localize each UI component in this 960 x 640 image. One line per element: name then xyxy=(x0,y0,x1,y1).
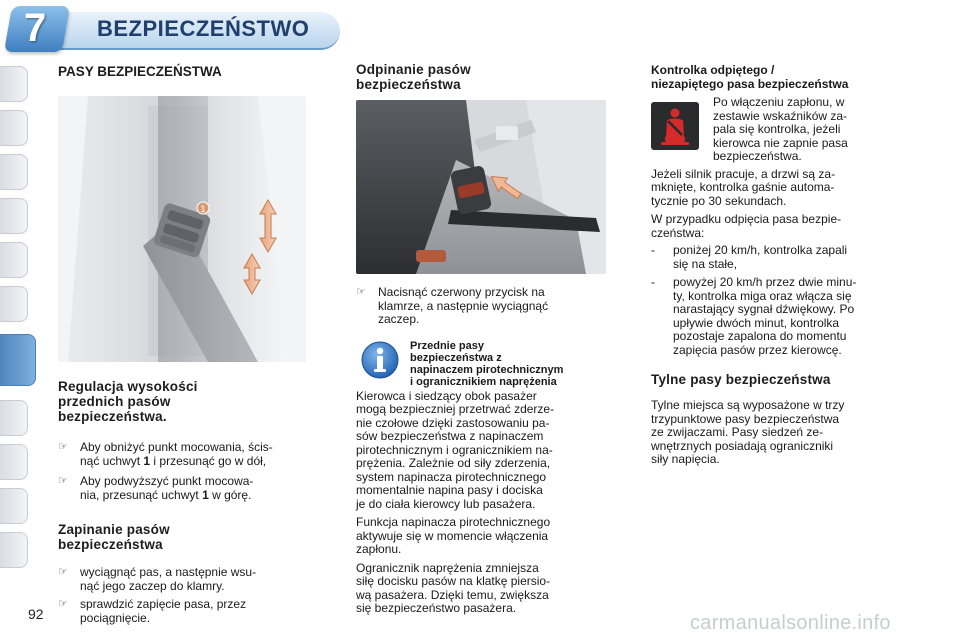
paragraph-line: W przypadku odpięcia pasa bezpie- xyxy=(651,212,842,226)
bullet-text: zaczep. xyxy=(378,312,420,326)
paragraph-line: zapłonu. xyxy=(356,542,402,556)
column-middle xyxy=(356,60,606,92)
hand-pointer-icon: ☞ xyxy=(58,566,68,578)
paragraph-line: pirotechnicznym i ogranicznikiem na- xyxy=(356,442,553,457)
pretensioner-paragraph xyxy=(356,390,606,512)
info-title xyxy=(410,340,563,388)
paragraph-line: się bezpieczeństwo pasażera. xyxy=(356,601,517,615)
zapinanie-title xyxy=(58,522,312,552)
seatbelt-buckle-illustration xyxy=(356,100,606,274)
paragraph-line: mogą bezpieczniej przetrwać zderze- xyxy=(356,402,555,416)
paragraph-line: się na stałe, xyxy=(673,256,738,271)
list-item xyxy=(58,475,312,502)
paragraph-line: tycznie po 30 sekundach. xyxy=(651,193,787,208)
seatbelt-adjuster-photo xyxy=(58,96,306,362)
handle-ref-number: 1 xyxy=(143,453,151,468)
odpinanie-title xyxy=(356,62,606,92)
section-heading-pasy: PASY BEZPIECZEŃSTWA xyxy=(58,64,222,79)
column-middle-lower xyxy=(356,286,606,616)
chapter-tab[interactable] xyxy=(0,66,28,102)
adjuster-callout-1: 1 xyxy=(200,204,206,214)
bullet-text: klamrze, a następnie wyciągnąć xyxy=(378,298,549,313)
chapter-tab[interactable] xyxy=(0,532,28,568)
bullet-text: wyciągnąć pas, a następnie wsu- xyxy=(80,565,257,579)
seatbelt-warning-icon xyxy=(651,102,699,150)
paragraph-line: nie czołowe dzięki zastosowaniu pa- xyxy=(356,415,550,430)
paragraph-line: je do ciała kierowcy lub pasażera. xyxy=(356,496,536,511)
column-left xyxy=(58,60,312,79)
hand-pointer-icon: ☞ xyxy=(58,598,68,610)
chapter-tab-strip xyxy=(0,0,30,640)
chapter-tab[interactable] xyxy=(0,286,28,322)
hand-pointer-icon: ☞ xyxy=(58,475,68,487)
paragraph-line: wą pasażera. Dzięki temu, zwiększa xyxy=(356,587,549,602)
rear-belts-paragraph xyxy=(651,399,905,467)
chapter-tab[interactable] xyxy=(0,198,28,234)
paragraph-line: system napinacza pirotechnicznego xyxy=(356,469,547,484)
paragraph-line: Kierowca i siedzący obok pasażer xyxy=(356,388,537,403)
paragraph-line: Jeżeli silnik pracuje, a drzwi są za- xyxy=(651,166,836,181)
info-title-line3: napinaczem pirotechnicznym xyxy=(410,363,564,376)
paragraph-line: momentalnie napina pasy i dociska xyxy=(356,483,543,497)
paragraph-line: pala się kontrolka, jeżeli xyxy=(713,122,841,136)
chapter-tab[interactable] xyxy=(0,154,28,190)
page-header xyxy=(0,0,960,56)
paragraph-line: ty, kontrolka miga oraz włącza się xyxy=(673,288,852,303)
paragraph-line: wnętrznych posiadają ograniczniki xyxy=(651,438,834,453)
paragraph-line: Ogranicznik naprężenia zmniejsza xyxy=(356,560,539,575)
paragraph-line: zestawie wskaźników za- xyxy=(713,108,848,123)
chapter-tab[interactable] xyxy=(0,444,28,480)
chapter-tab[interactable] xyxy=(0,488,28,524)
paragraph-line: upływie dwóch minut, kontrolka xyxy=(673,315,840,330)
watermark: carmanualsonline.info xyxy=(690,612,891,634)
zapinanie-title-line1: Zapinanie pasów xyxy=(58,522,170,537)
paragraph-line: zapięcia pasów przez kierowcę. xyxy=(673,342,842,357)
paragraph-line: poniżej 20 km/h, kontrolka zapali xyxy=(673,243,848,257)
page-number: 92 xyxy=(28,606,44,622)
bullet-text: Nacisnąć czerwony przycisk na xyxy=(378,285,545,299)
paragraph-line: mknięte, kontrolka gaśnie automa- xyxy=(651,180,835,194)
bullet-text: i przesunąć go w dół, xyxy=(150,453,267,468)
list-item xyxy=(651,244,905,271)
paragraph-line: aktywuje się w momencie włączenia xyxy=(356,528,549,543)
odpinanie-title-line1: Odpinanie pasów xyxy=(356,62,471,77)
info-title-line1: Przednie pasy xyxy=(410,339,484,352)
paragraph-line: siły napięcia. xyxy=(651,452,720,466)
paragraph-line: prężenia. Zależnie od siły zderzenia, xyxy=(356,456,551,470)
paragraph-line: sów bezpieczeństwa z napinaczem xyxy=(356,429,544,443)
warning-light-title-line1: Kontrolka odpiętego / xyxy=(651,63,775,77)
regulacja-title-line1: Regulacja wysokości xyxy=(58,379,198,394)
warning-light-intro xyxy=(651,96,905,164)
hand-pointer-icon: ☞ xyxy=(356,286,366,298)
bullet-text: nia, przesunąć uchwyt xyxy=(80,487,203,502)
dash-bullet: - xyxy=(651,243,655,257)
bullet-text: w górę. xyxy=(208,487,252,502)
paragraph-line: bezpieczeństwa. xyxy=(713,149,802,163)
paragraph-line: Funkcja napinacza pirotechnicznego xyxy=(356,515,551,529)
odpinanie-title-line2: bezpieczeństwa xyxy=(356,77,461,92)
paragraph-line: narastający sygnał dźwiękowy. Po xyxy=(673,302,855,316)
chapter-tab-active[interactable] xyxy=(0,334,36,386)
regulacja-title-line3: bezpieczeństwa. xyxy=(58,409,167,424)
paragraph-line: kierowca nie zapnie pasa xyxy=(713,135,848,150)
paragraph-line: powyżej 20 km/h przez dwie minu- xyxy=(673,275,857,289)
seatbelt-warning-icon-wrap xyxy=(651,96,713,164)
pretensioner-activation-paragraph xyxy=(356,516,606,557)
bullet-text: nąć uchwyt xyxy=(80,453,144,468)
bullet-text: sprawdzić zapięcie pasa, przez xyxy=(80,597,247,611)
chapter-number: 7 xyxy=(24,6,47,50)
paragraph-line: czeństwa: xyxy=(651,225,705,240)
unbuckled-paragraph xyxy=(651,213,905,240)
hand-pointer-icon: ☞ xyxy=(58,441,68,453)
bullet-text: nąć jego zaczep do klamry. xyxy=(80,578,225,593)
paragraph-line: trzypunktowe pasy bezpieczeństwa xyxy=(651,411,840,426)
chapter-title: BEZPIECZEŃSTWO xyxy=(97,16,310,41)
list-item xyxy=(58,598,312,625)
list-item xyxy=(651,276,905,357)
paragraph-line: Tylne miejsca są wyposażone w trzy xyxy=(651,398,845,412)
column-right xyxy=(651,60,905,467)
paragraph-line: pozostaje zapalona do momentu xyxy=(673,329,847,343)
paragraph-line: siłę docisku pasów na klatkę piersio- xyxy=(356,574,551,588)
force-limiter-paragraph xyxy=(356,562,606,616)
chapter-tab[interactable] xyxy=(0,400,28,436)
bullet-text: Aby podwyższyć punkt mocowa- xyxy=(80,474,254,488)
seatbelt-buckle-photo xyxy=(356,100,606,274)
dash-bullet: - xyxy=(651,275,655,289)
info-title-line4: i ogranicznikiem naprężenia xyxy=(410,375,557,388)
bullet-text: Aby obniżyć punkt mocowania, ścis- xyxy=(80,440,273,454)
paragraph-line: ze zwijaczami. Pasy siedzeń ze- xyxy=(651,425,824,439)
info-icon xyxy=(360,340,400,380)
seatbelt-adjuster-illustration xyxy=(58,96,306,362)
warning-light-title xyxy=(651,63,905,91)
info-box xyxy=(356,340,606,388)
warning-light-title-line2: niezapiętego pasa bezpieczeństwa xyxy=(651,77,849,91)
regulacja-title xyxy=(58,379,312,424)
chapter-tab[interactable] xyxy=(0,242,28,278)
list-item xyxy=(356,286,606,327)
info-title-line2: bezpieczeństwa z xyxy=(410,351,502,364)
paragraph-line: Po włączeniu zapłonu, w xyxy=(713,95,845,109)
column-left-lower xyxy=(58,379,312,625)
list-item xyxy=(58,441,312,468)
list-item xyxy=(58,566,312,593)
zapinanie-title-line2: bezpieczeństwa xyxy=(58,537,163,552)
info-icon-wrap xyxy=(356,340,410,388)
bullet-text: pociągnięcie. xyxy=(80,610,151,625)
chapter-tab[interactable] xyxy=(0,110,28,146)
engine-running-paragraph xyxy=(651,168,905,209)
handle-ref-number: 1 xyxy=(202,487,209,502)
warning-light-intro-text xyxy=(713,96,905,164)
regulacja-title-line2: przednich pasów xyxy=(58,394,171,409)
tylne-pasy-title: Tylne pasy bezpieczeństwa xyxy=(651,372,831,387)
